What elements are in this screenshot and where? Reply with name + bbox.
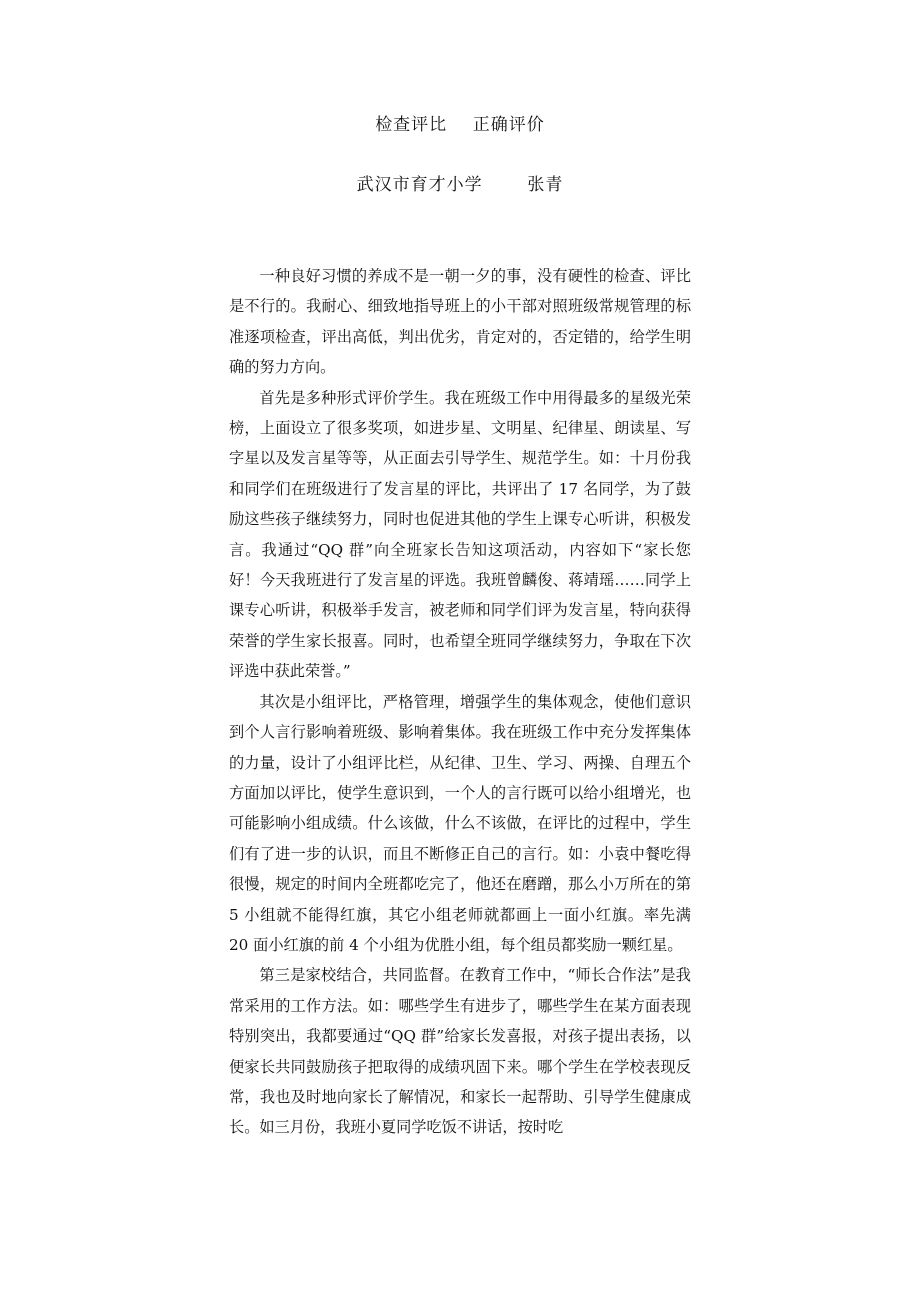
document-title: 检查评比 正确评价 — [375, 115, 545, 135]
paragraph: 第三是家校结合，共同监督。在教育工作中，“师长合作法”是我常采用的工作方法。如：哪些学生有进步了，哪些学生在某方面表现特别突出，我都要通过“QQ 群”给家长发喜报，对孩子提出表扬，以便家长共同鼓励孩子把取得的成绩巩固下来。哪个学生在学校表现反常，我也及时地向家长了解情况，和家长一起帮助、引导学生健康成长。如三月份，我班小夏同学吃饭不讲话，按时吃 — [229, 966, 691, 1137]
paragraph: 一种良好习惯的养成不是一朝一夕的事，没有硬性的检查、评比是不行的。我耐心、细致地指导班上的小干部对照班级常规管理的标准逐项检查，评出高低，判出优劣，肯定对的，否定错的，给学生明确的努力方向。 — [229, 267, 691, 377]
document-body — [229, 261, 691, 1143]
paragraph: 其次是小组评比，严格管理，增强学生的集体观念，使他们意识到个人言行影响着班级、影响着集体。我在班级工作中充分发挥集体的力量，设计了小组评比栏，从纪律、卫生、学习、两操、自理五个方面加以评比，使学生意识到，一个人的言行既可以给小组增光，也可能影响小组成绩。什么该做，什么不该做，在评比的过程中，学生们有了进一步的认识，而且不断修正自己的言行。如：小袁中餐吃得很慢，规定的时间内全班都吃完了，他还在磨蹭，那么小万所在的第 5 小组就不能得红旗，其它小组老师就都画上一面小红旗。率先满 20 面小红旗的前 4 个小组为优胜小组，每个组员都奖励一颗红星。 — [229, 692, 691, 954]
paragraph: 首先是多种形式评价学生。我在班级工作中用得最多的星级光荣榜，上面设立了很多奖项，如进步星、文明星、纪律星、朗读星、写字星以及发言星等等，从正面去引导学生、规范学生。如：十月份我和同学们在班级进行了发言星的评比，共评出了 17 名同学，为了鼓励这些孩子继续努力，同时也促进其他的学生上课专心听讲，积极发言。我通过“QQ 群”向全班家长告知这项活动，内容如下“家长您好！今天我班进行了发言星的评选。我班曾麟俊、蒋靖瑶……同学上课专心听讲，积极举手发言，被老师和同学们评为发言星，特向获得荣誉的学生家长报喜。同时，也希望全班同学继续努力，争取在下次评选中获此荣誉。” — [229, 388, 691, 681]
document-byline: 武汉市育才小学 张青 — [356, 175, 564, 195]
